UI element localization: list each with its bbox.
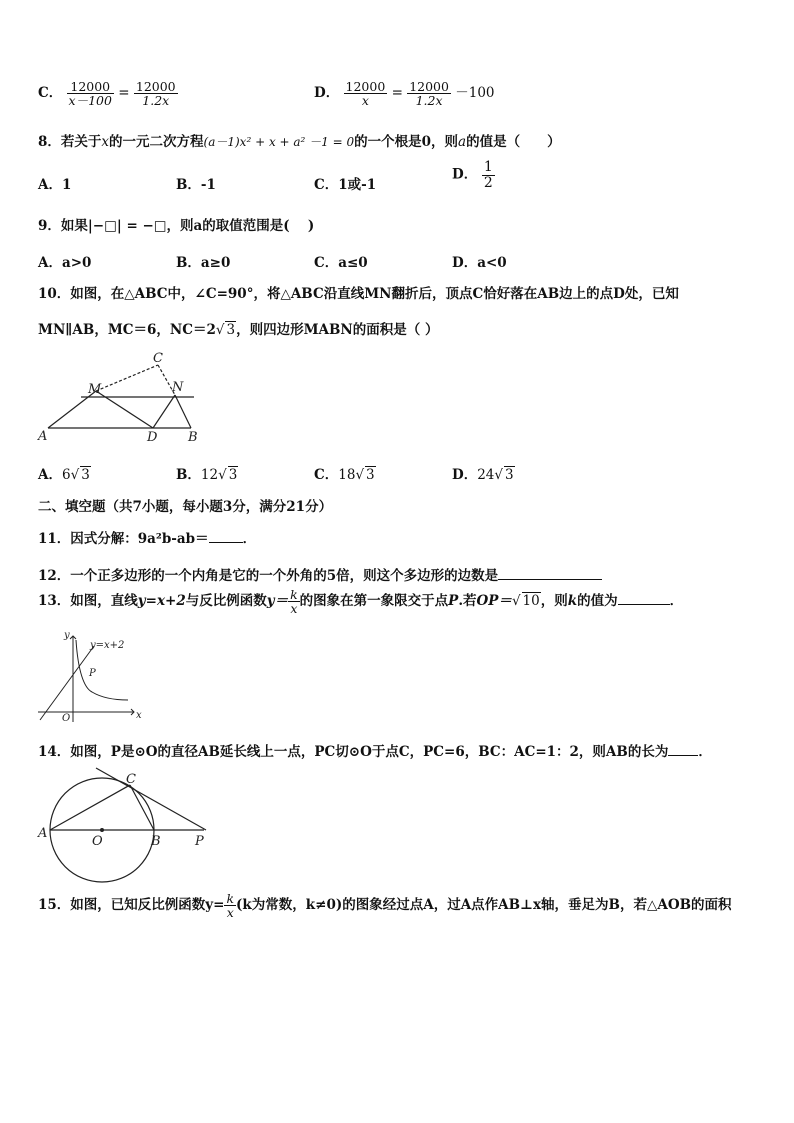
denominator: 1.2x (142, 93, 170, 109)
equals: = (118, 85, 130, 102)
q9-option-c: C．a≤0 (314, 255, 368, 271)
section-title: 二、填空题（共7小题，每小题3分，满分21分） (38, 499, 333, 515)
label-line: y=x+2 (90, 640, 125, 651)
denominator: x (290, 601, 298, 617)
stem-part: 的值为 (577, 593, 618, 610)
segment-nb (175, 395, 191, 428)
stem-part: 13．如图，直线 (38, 593, 138, 610)
stem-part: 15．如图，已知反比例函数y= (38, 897, 225, 914)
denominator: 2 (483, 174, 493, 191)
numerator: k (226, 891, 235, 906)
point-p: P (448, 593, 459, 610)
answer-blank (668, 755, 698, 756)
numerator: 1 (483, 159, 493, 175)
coefficient: 6 (61, 467, 71, 483)
q9-stem: 9．如果|−□| = −□，则a的取值范围是( ) (38, 218, 315, 234)
q10-stem-line2: MN∥AB，MC＝6，NC＝2√ 3，则四边形MABN的面积是（ ） (38, 322, 439, 338)
label-p: P (195, 834, 204, 849)
stem-part: 14．如图，P是⊙O的直径AB延长线上一点，PC切⊙O于点C，PC=6，BC：AC=1：2，则AB的长为 (38, 744, 669, 760)
stem-part: .若 (458, 593, 477, 610)
radicand: 3 (81, 467, 90, 483)
q9-option-b: B．a≥0 (176, 255, 231, 271)
stem-part: 的一元二次方程 (109, 134, 204, 150)
line-equation: y=x+2 (137, 593, 186, 610)
label-p: P (89, 668, 96, 679)
q8-option-b: B．-1 (176, 177, 216, 193)
q10-figure (36, 348, 216, 444)
q14-stem (38, 740, 712, 760)
radicand: 10 (522, 593, 540, 610)
tangent-pc (96, 768, 206, 830)
q13-figure (34, 626, 149, 726)
q7-option-d (314, 80, 495, 107)
stem-part: 11．因式分解：9a²b-ab＝ (38, 531, 209, 547)
stem-part: 的图象在第一象限交于点 (299, 593, 449, 610)
label-d: D (147, 430, 158, 444)
segment-ac (50, 785, 130, 830)
stem-part: 12．一个正多边形的一个内角是它的一个外角的5倍，则这个多边形的边数是 (38, 568, 499, 584)
tail-term: －100 (455, 85, 495, 102)
q13-stem: 13．如图，直线y=x+2与反比例函数y＝ $\frac{k}{x}$ 的图象在第一象限交于点P.若OP＝√ 10，则k的值为 ． (38, 587, 684, 617)
denominator: x (361, 93, 369, 109)
option-label: B． (176, 467, 201, 483)
q14-figure (34, 764, 214, 886)
label-c: C (126, 772, 136, 787)
label-o: O (62, 713, 71, 724)
numerator: 12000 (345, 79, 386, 94)
option-label: D． (452, 467, 478, 483)
function-lhs: y＝ (266, 593, 289, 610)
label-c: C (153, 351, 163, 366)
fraction (482, 160, 495, 190)
fraction (67, 80, 114, 107)
radicand: 3 (366, 467, 375, 483)
stem-part: ，则 (540, 593, 568, 610)
segment-dn (153, 395, 175, 428)
label-b: B (188, 430, 198, 444)
fraction (224, 892, 236, 919)
equals: = (391, 85, 403, 102)
q8-option-a: A．1 (38, 177, 72, 193)
denominator: x－100 (68, 93, 112, 109)
q8-option-d (452, 160, 495, 190)
label-y: y (64, 630, 70, 641)
q10-option-a: A．6√ 3 (38, 467, 90, 483)
center-dot (100, 828, 104, 832)
stem-part: ． (242, 531, 257, 547)
stem-part: 的一个根是0，则 (354, 134, 459, 150)
var-x: x (101, 134, 110, 150)
coefficient: 24 (477, 467, 495, 483)
label-a: A (38, 826, 48, 841)
stem-part: ，则四边形MABN的面积是（ ） (236, 322, 439, 338)
radicand: 3 (505, 467, 514, 483)
stem-part: 的值是（ ） (466, 134, 561, 150)
label-b: B (151, 834, 161, 849)
numerator: 12000 (67, 80, 114, 94)
label-a: A (38, 429, 48, 444)
radicand: 3 (228, 467, 238, 483)
answer-blank (498, 579, 602, 580)
stem-part: 与反比例函数 (185, 593, 267, 610)
q9-option-a: A．a>0 (38, 255, 92, 271)
denominator: x (226, 905, 234, 921)
stem-part: (k为常数，k≠0)的图象经过点A，过A点作AB⊥x轴，垂足为B，若△AOB的面积 (236, 897, 732, 914)
line-y-x-2 (40, 646, 94, 720)
fraction (344, 80, 388, 107)
segment-mc-dashed (96, 365, 158, 391)
option-label: D． (452, 166, 478, 183)
answer-blank (209, 542, 243, 543)
numerator: k (290, 587, 298, 602)
coefficient: 12 (200, 467, 219, 483)
segment-cb (130, 785, 154, 830)
fraction (134, 80, 178, 107)
var-a: a (458, 134, 467, 150)
q10-option-b: B．12√ 3 (176, 467, 238, 483)
option-label: C． (314, 467, 339, 483)
q9-option-d: D．a<0 (452, 255, 507, 271)
stem-part: ． (669, 593, 684, 610)
fraction (288, 588, 300, 615)
label-x: x (136, 710, 142, 721)
label-m: M (88, 382, 102, 397)
label-n: N (172, 380, 184, 395)
q10-stem-line1: 10．如图，在△ABC中，∠C=90°，将△ABC沿直线MN翻折后，顶点C恰好落在AB边上的点D处，已知 (38, 286, 679, 302)
q8-option-c: C．1或-1 (314, 177, 377, 193)
q7-option-c (38, 80, 178, 107)
q8-stem (38, 130, 561, 150)
coefficient: 18 (338, 467, 356, 483)
q10-option-d: D．24√ 3 (452, 467, 514, 483)
numerator: 12000 (409, 79, 449, 94)
answer-blank (618, 604, 670, 605)
equation: (a－1)x² + x + a² －1 = 0 (203, 135, 355, 149)
q15-stem (38, 892, 732, 919)
stem-part: MN∥AB，MC＝6，NC＝2 (38, 322, 216, 338)
radicand: 3 (226, 322, 236, 338)
denominator: 1.2x (415, 93, 443, 109)
q12-stem (38, 564, 602, 584)
option-label: A． (38, 467, 62, 483)
stem-part: ． (698, 744, 712, 760)
q10-option-c: C．18√ 3 (314, 467, 375, 483)
op-label: OP＝ (476, 593, 512, 610)
stem-part: 8．若关于 (38, 134, 102, 150)
fraction (407, 80, 451, 107)
label-o: O (92, 834, 103, 849)
q11-stem (38, 527, 256, 547)
numerator: 12000 (135, 79, 176, 94)
option-label: D． (314, 85, 340, 102)
var-k: k (567, 593, 578, 610)
option-label: C． (38, 85, 63, 102)
